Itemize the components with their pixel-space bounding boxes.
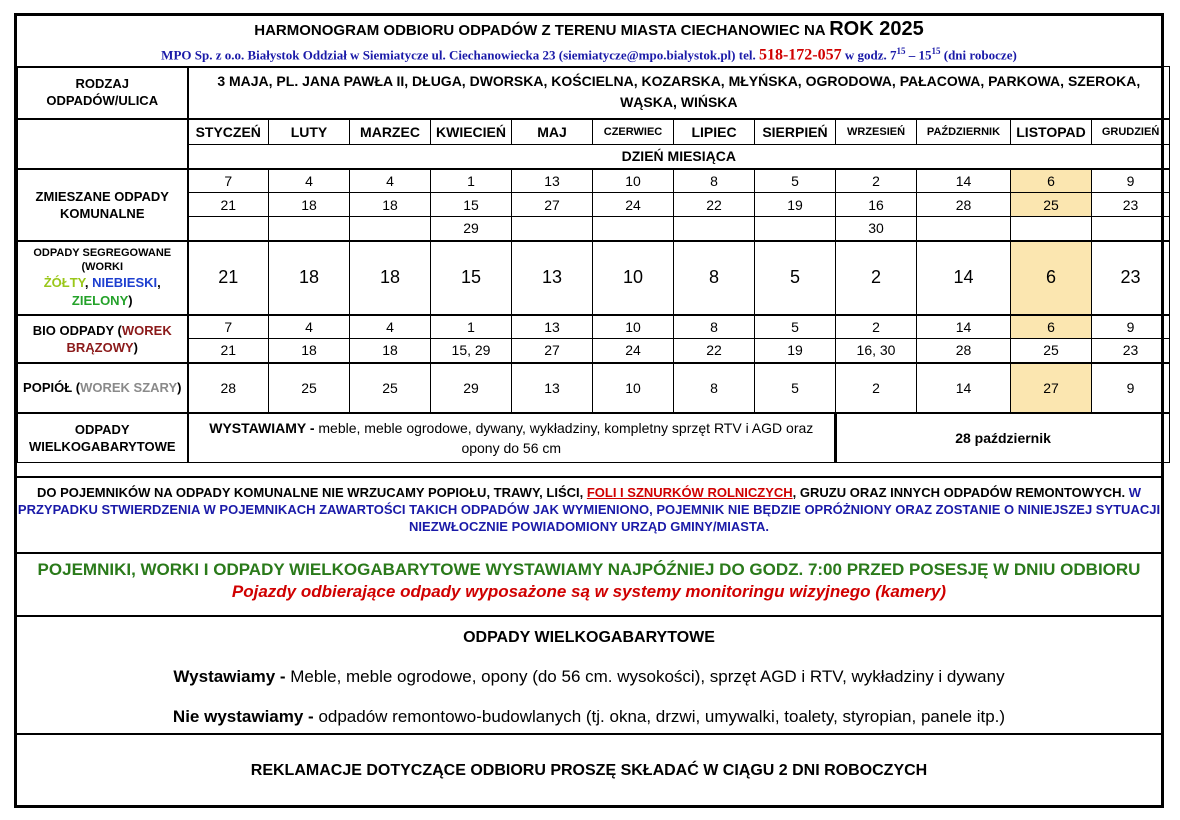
- table-row: [18, 241, 1170, 315]
- date-cell: 7: [188, 169, 269, 193]
- month-header: PAŹDZIERNIK: [917, 119, 1011, 145]
- date-cell: 7: [188, 315, 269, 339]
- date-cell: 14: [917, 315, 1011, 339]
- date-cell: 16: [836, 193, 917, 217]
- yellow-bag-label: ŻÓŁTY: [43, 274, 85, 290]
- date-cell: 1: [431, 169, 512, 193]
- date-cell: 23: [1092, 193, 1170, 217]
- month-header: GRUDZIEŃ: [1092, 119, 1170, 145]
- date-cell: 25: [1011, 193, 1092, 217]
- schedule-sheet: [14, 13, 1164, 808]
- date-cell: [674, 217, 755, 241]
- bio-waste-label: BIO ODPADY (WOREK BRĄZOWY): [18, 315, 188, 363]
- date-cell: [350, 217, 431, 241]
- date-cell: 8: [674, 241, 755, 315]
- date-cell: 10: [593, 169, 674, 193]
- date-cell: 2: [836, 363, 917, 413]
- date-cell: 25: [350, 363, 431, 413]
- date-cell: 18: [269, 193, 350, 217]
- date-cell: 1: [431, 315, 512, 339]
- segregated-waste-label: ODPADY SEGREGOWANE (WORKI ŻÓŁTY, NIEBIESKI, ZIELONY): [18, 241, 188, 315]
- date-cell: 8: [674, 315, 755, 339]
- bulky-disallowed: Nie wystawiamy - odpadów remontowo-budowlanych (tj. okna, drzwi, umywalki, toalety, styropian, panele itp.): [172, 707, 1006, 726]
- date-cell: 13: [512, 169, 593, 193]
- page-title: HARMONOGRAM ODBIORU ODPADÓW Z TERENU MIASTA CIECHANOWIEC NA ROK 2025: [254, 18, 924, 40]
- date-cell: 23: [1092, 241, 1170, 315]
- date-cell: 25: [1011, 339, 1092, 363]
- bulky-info-box: [17, 615, 1161, 733]
- date-cell: 5: [755, 363, 836, 413]
- date-cell: 19: [755, 339, 836, 363]
- notice-warning: W PRZYPADKU STWIERDZENIA W POJEMNIKACH ZAWARTOŚCI TAKICH ODPADÓW JAK WYMIENIONO, POJEMNIK NIE BĘDZIE OPRÓŻNIONY ORAZ ZOSTANIE O NINIEJSZEJ SYTUACJI NIEZWŁOCZNIE POWIADOMIONY URZĄD GMINY/MIASTA.: [17, 485, 1161, 534]
- schedule-table: [17, 66, 1170, 463]
- green-bag-label: ZIELONY: [71, 292, 129, 308]
- date-cell: 13: [512, 315, 593, 339]
- table-row: [18, 315, 1170, 339]
- date-cell: 22: [674, 193, 755, 217]
- putout-box: [17, 552, 1161, 615]
- table-row: [18, 339, 1170, 363]
- date-cell: 30: [836, 217, 917, 241]
- date-cell: 14: [917, 169, 1011, 193]
- date-cell: 14: [917, 363, 1011, 413]
- bulky-waste-description: WYSTAWIAMY - meble, meble ogrodowe, dywany, wykładziny, kompletny sprzęt RTV i AGD oraz opony do 56 cm: [188, 413, 836, 463]
- date-cell: 27: [512, 339, 593, 363]
- date-cell: 24: [593, 193, 674, 217]
- date-cell: 5: [755, 241, 836, 315]
- date-cell: [188, 217, 269, 241]
- month-header: MARZEC: [350, 119, 431, 145]
- date-cell: [593, 217, 674, 241]
- date-cell: 2: [836, 241, 917, 315]
- date-cell: 10: [593, 315, 674, 339]
- notice-highlight: FOLI I SZNURKÓW ROLNICZYCH: [586, 485, 793, 500]
- date-cell: 24: [593, 339, 674, 363]
- table-row: [18, 217, 1170, 241]
- monitoring-notice: Pojazdy odbierające odpady wyposażone są w systemy monitoringu wizyjnego (kamery): [231, 582, 947, 601]
- table-row: [18, 363, 1170, 413]
- date-cell: 27: [512, 193, 593, 217]
- ash-label: POPIÓŁ (WOREK SZARY): [18, 363, 188, 413]
- date-cell: [269, 217, 350, 241]
- street-list: 3 MAJA, PL. JANA PAWŁA II, DŁUGA, DWORSKA, KOŚCIELNA, KOZARSKA, MŁYŃSKA, OGRODOWA, PAŁACOWA, PARKOWA, SZEROKA, WĄSKA, WIŃSKA: [188, 67, 1170, 119]
- date-cell: [1011, 217, 1092, 241]
- date-cell: 4: [269, 315, 350, 339]
- date-cell: 19: [755, 193, 836, 217]
- date-cell: 13: [512, 241, 593, 315]
- date-cell: 5: [755, 315, 836, 339]
- date-cell: 2: [836, 315, 917, 339]
- date-cell: 21: [188, 241, 269, 315]
- waste-type-header: RODZAJ ODPADÓW/ULICA: [18, 67, 188, 119]
- date-cell: 9: [1092, 169, 1170, 193]
- date-cell: 25: [269, 363, 350, 413]
- date-cell: 10: [593, 241, 674, 315]
- month-header: LIPIEC: [674, 119, 755, 145]
- bulky-waste-label: ODPADY WIELKOGABARYTOWE: [18, 413, 188, 463]
- date-cell: [1092, 217, 1170, 241]
- blue-bag-label: NIEBIESKI: [92, 274, 158, 290]
- month-header: LISTOPAD: [1011, 119, 1092, 145]
- table-row: [18, 193, 1170, 217]
- date-cell: [512, 217, 593, 241]
- mixed-waste-label: ZMIESZANE ODPADY KOMUNALNE: [18, 169, 188, 241]
- table-row: [18, 169, 1170, 193]
- date-cell: 13: [512, 363, 593, 413]
- putout-instruction: POJEMNIKI, WORKI I ODPADY WIELKOGABARYTOWE WYSTAWIAMY NAJPÓŹNIEJ DO GODZ. 7:00 PRZED POSESJĘ W DNIU ODBIORU: [37, 560, 1141, 579]
- date-cell: 28: [188, 363, 269, 413]
- date-cell: 18: [350, 193, 431, 217]
- date-cell: 9: [1092, 363, 1170, 413]
- date-cell: 21: [188, 339, 269, 363]
- day-of-month-label: DZIEŃ MIESIĄCA: [188, 145, 1170, 169]
- empty-header-cell: [18, 119, 188, 169]
- date-cell: 18: [350, 241, 431, 315]
- date-cell: 6: [1011, 315, 1092, 339]
- complaints-box: REKLAMACJE DOTYCZĄCE ODBIORU PROSZĘ SKŁADAĆ W CIĄGU 2 DNI ROBOCZYCH: [17, 733, 1161, 805]
- date-cell: 28: [917, 193, 1011, 217]
- bulky-waste-date: 28 październik: [836, 413, 1170, 463]
- date-cell: 15: [431, 193, 512, 217]
- date-cell: 5: [755, 169, 836, 193]
- date-cell: 15, 29: [431, 339, 512, 363]
- date-cell: [917, 217, 1011, 241]
- date-cell: 27: [1011, 363, 1092, 413]
- date-cell: 28: [917, 339, 1011, 363]
- month-header: STYCZEŃ: [188, 119, 269, 145]
- date-cell: 15: [431, 241, 512, 315]
- notice-box: DO POJEMNIKÓW NA ODPADY KOMUNALNE NIE WRZUCAMY POPIOŁU, TRAWY, LIŚCI, FOLI I SZNURKÓW ROLNICZYCH, GRUZU ORAZ INNYCH ODPADÓW REMONTOWYCH. W PRZYPADKU STWIERDZENIA W POJEMNIKACH ZAWARTOŚCI TAKICH ODPADÓW JAK WYMIENIONO, POJEMNIK NIE BĘDZIE OPRÓŻNIONY ORAZ ZOSTANIE O NINIEJSZEJ SYTUACJI NIEZWŁOCZNIE POWIADOMIONY URZĄD GMINY/MIASTA.: [17, 476, 1161, 552]
- month-header: MAJ: [512, 119, 593, 145]
- bulky-allowed: Wystawiamy - Meble, meble ogrodowe, opony (do 56 cm. wysokości), sprzęt AGD i RTV, wykładziny i dywany: [173, 667, 1005, 686]
- month-header: LUTY: [269, 119, 350, 145]
- date-cell: 14: [917, 241, 1011, 315]
- month-header: KWIECIEŃ: [431, 119, 512, 145]
- date-cell: 6: [1011, 241, 1092, 315]
- date-cell: 29: [431, 363, 512, 413]
- date-cell: 18: [350, 339, 431, 363]
- date-cell: 10: [593, 363, 674, 413]
- date-cell: 22: [674, 339, 755, 363]
- date-cell: 8: [674, 363, 755, 413]
- months-row: [18, 119, 1170, 145]
- date-cell: 29: [431, 217, 512, 241]
- date-cell: 18: [269, 241, 350, 315]
- bulky-info-title: ODPADY WIELKOGABARYTOWE: [463, 629, 715, 646]
- contact-line: MPO Sp. z o.o. Białystok Oddział w Siemiatycze ul. Ciechanowiecka 23 (siemiatycze@mpo.bialystok.pl) tel. 518-172-057 w godz. $7^{15} - 15^{15}$ (dni robocze): [161, 46, 1017, 64]
- table-row: [18, 413, 1170, 463]
- date-cell: [755, 217, 836, 241]
- month-header: CZERWIEC: [593, 119, 674, 145]
- date-cell: 4: [269, 169, 350, 193]
- streets-row: [18, 67, 1170, 119]
- month-header: WRZESIEŃ: [836, 119, 917, 145]
- day-label-row: [18, 145, 1170, 169]
- date-cell: 4: [350, 315, 431, 339]
- date-cell: 21: [188, 193, 269, 217]
- date-cell: 6: [1011, 169, 1092, 193]
- date-cell: 4: [350, 169, 431, 193]
- header: [17, 16, 1161, 68]
- phone-number: 518-172-057: [758, 46, 842, 64]
- title-year: ROK 2025: [829, 18, 924, 40]
- date-cell: 9: [1092, 315, 1170, 339]
- date-cell: 16, 30: [836, 339, 917, 363]
- date-cell: 18: [269, 339, 350, 363]
- date-cell: 8: [674, 169, 755, 193]
- date-cell: 23: [1092, 339, 1170, 363]
- month-header: SIERPIEŃ: [755, 119, 836, 145]
- date-cell: 2: [836, 169, 917, 193]
